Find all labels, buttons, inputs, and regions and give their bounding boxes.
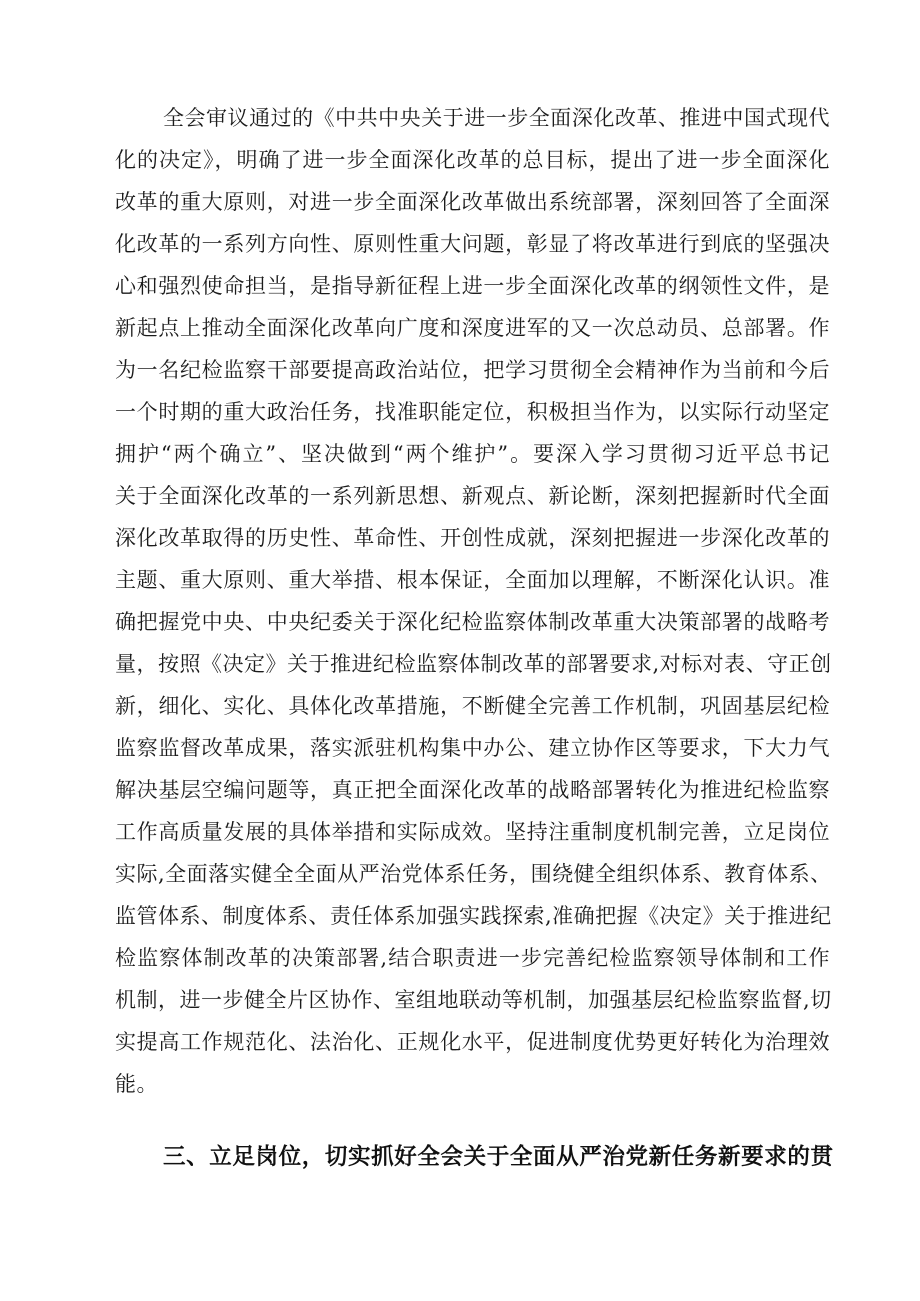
paragraph-line: 化的决定》，明确了进一步全面深化改革的总目标，提出了进一步全面深化 bbox=[115, 148, 830, 172]
section-heading: 三、立足岗位，切实抓好全会关于全面从严治党新任务新要求的贯 bbox=[163, 1144, 833, 1170]
paragraph-line: 心和强烈使命担当，是指导新征程上进一步全面深化改革的纲领性文件，是 bbox=[115, 274, 830, 298]
paragraph-line: 实提高工作规范化、法治化、正规化水平，促进制度优势更好转化为治理效 bbox=[115, 1030, 830, 1054]
paragraph-line: 改革的重大原则，对进一步全面深化改革做出系统部署，深刻回答了全面深 bbox=[115, 190, 830, 214]
paragraph-line: 化改革的一系列方向性、原则性重大问题，彰显了将改革进行到底的坚强决 bbox=[115, 232, 830, 256]
paragraph-line: 一个时期的重大政治任务，找准职能定位，积极担当作为，以实际行动坚定 bbox=[115, 400, 830, 424]
paragraph-line: 主题、重大原则、重大举措、根本保证，全面加以理解，不断深化认识。准 bbox=[115, 568, 830, 592]
paragraph-line: 关于全面深化改革的一系列新思想、新观点、新论断，深刻把握新时代全面 bbox=[115, 484, 830, 508]
paragraph-line: 为一名纪检监察干部要提高政治站位，把学习贯彻全会精神作为当前和今后 bbox=[115, 358, 830, 382]
paragraph-line: 实际,全面落实健全全面从严治党体系任务，围绕健全组织体系、教育体系、 bbox=[115, 862, 832, 886]
paragraph-line: 量，按照《决定》关于推进纪检监察体制改革的部署要求,对标对表、守正创 bbox=[115, 652, 832, 676]
paragraph-line: 检监察体制改革的决策部署,结合职责进一步完善纪检监察领导体制和工作 bbox=[115, 946, 830, 970]
paragraph-line: 全会审议通过的《中共中央关于进一步全面深化改革、推进中国式现代 bbox=[163, 106, 830, 130]
paragraph-line: 工作高质量发展的具体举措和实际成效。坚持注重制度机制完善，立足岗位 bbox=[115, 820, 830, 844]
paragraph-line: 确把握党中央、中央纪委关于深化纪检监察体制改革重大决策部署的战略考 bbox=[115, 610, 830, 634]
paragraph-line: 监察监督改革成果，落实派驻机构集中办公、建立协作区等要求，下大力气 bbox=[115, 736, 830, 760]
paragraph-line: 新起点上推动全面深化改革向广度和深度进军的又一次总动员、总部署。作 bbox=[115, 316, 830, 340]
paragraph-line: 监管体系、制度体系、责任体系加强实践探索,准确把握《决定》关于推进纪 bbox=[115, 904, 832, 928]
paragraph-line: 拥护“两个确立”、坚决做到“两个维护”。要深入学习贯彻习近平总书记 bbox=[115, 442, 830, 466]
paragraph-line: 新，细化、实化、具体化改革措施，不断健全完善工作机制，巩固基层纪检 bbox=[115, 694, 830, 718]
paragraph-line: 能。 bbox=[115, 1072, 158, 1096]
paragraph-line: 解决基层空编问题等，真正把全面深化改革的战略部署转化为推进纪检监察 bbox=[115, 778, 830, 802]
paragraph-line: 机制，进一步健全片区协作、室组地联动等机制，加强基层纪检监察监督,切 bbox=[115, 988, 832, 1012]
paragraph-line: 深化改革取得的历史性、革命性、开创性成就，深刻把握进一步深化改革的 bbox=[115, 526, 830, 550]
